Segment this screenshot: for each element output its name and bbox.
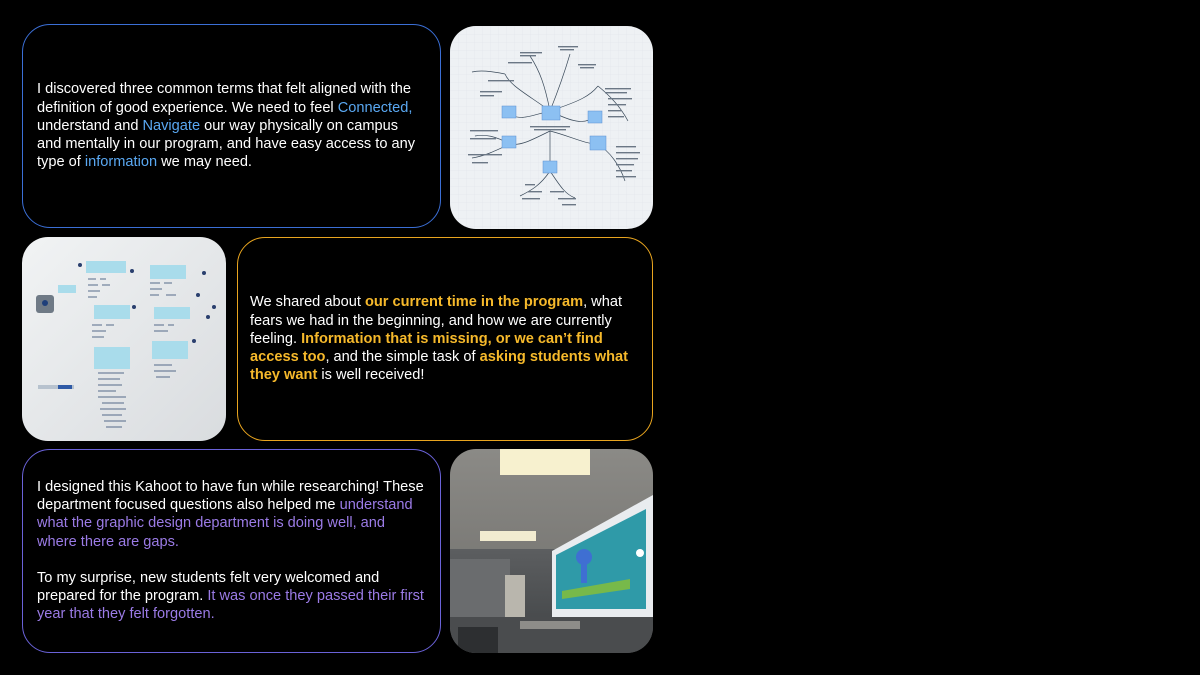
text-segment: I discovered three common terms that felt aligned with the definition of good experience. We need to feel bbox=[37, 81, 411, 116]
text-card-connected bbox=[22, 24, 441, 228]
text-segment: is well received! bbox=[317, 367, 425, 384]
text-segment: our way physically on campus and mentally in our program, and have easy access to any type of bbox=[37, 117, 416, 171]
text-segment: , what fears we had in the beginning, and how we are currently feeling. bbox=[250, 294, 622, 347]
mind-map-image bbox=[450, 26, 653, 229]
highlight-missing-info: Information that is missing, or we can’t find access too bbox=[250, 330, 603, 366]
text-segment: , and the simple task of bbox=[325, 349, 480, 366]
highlight-information: information bbox=[84, 154, 158, 171]
highlight-forgotten: It was once they passed their first year that they felt forgotten. bbox=[37, 588, 424, 623]
highlight-navigate: Navigate bbox=[142, 117, 201, 134]
paragraph-sharing bbox=[250, 293, 640, 384]
paragraph-kahoot-design bbox=[37, 478, 426, 551]
text-card-kahoot bbox=[22, 449, 441, 653]
highlight-connected: Connected, bbox=[337, 99, 413, 116]
text-segment: To my surprise, new students felt very welcomed and prepared for the program. bbox=[37, 569, 380, 605]
text-segment: understand and bbox=[37, 117, 143, 134]
paragraph-three-terms bbox=[37, 80, 426, 171]
text-segment: I designed this Kahoot to have fun while researching! These department focused questions also helped me bbox=[37, 479, 424, 514]
text-card-sharing bbox=[237, 237, 653, 441]
classroom-projector-image bbox=[450, 449, 653, 653]
paragraph-kahoot-surprise bbox=[37, 569, 426, 624]
whiteboard-image bbox=[22, 237, 226, 441]
highlight-current-time: our current time in the program bbox=[364, 294, 584, 311]
text-segment: We shared about bbox=[250, 294, 365, 311]
text-segment: we may need. bbox=[157, 154, 252, 171]
highlight-department-gaps: understand what the graphic design department is doing well, and where there are gaps. bbox=[37, 497, 413, 550]
kahoot-text bbox=[37, 478, 426, 623]
highlight-asking-students: asking students what they want bbox=[250, 349, 628, 384]
